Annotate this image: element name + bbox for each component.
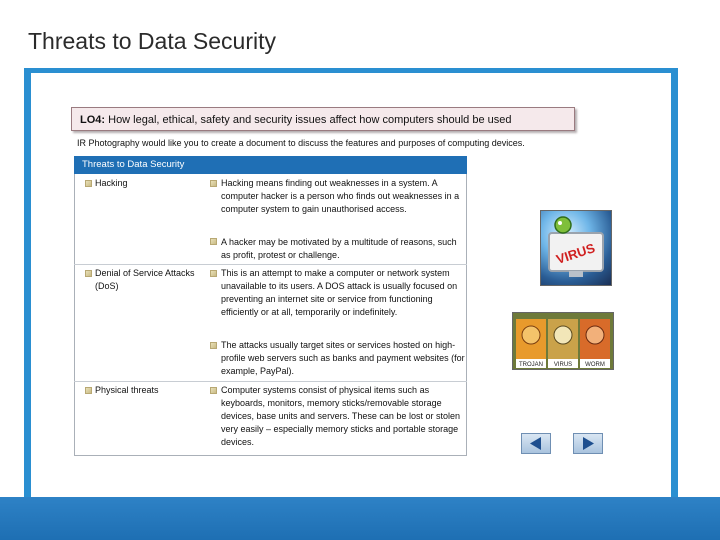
learning-objective-box xyxy=(71,107,575,131)
bullet-icon xyxy=(85,270,92,277)
virus-letters: VIRUS xyxy=(554,240,597,267)
intro-text: IR Photography would like you to create a document to discuss the features and purposes of computing devices. xyxy=(77,138,525,148)
worm-label: WORM xyxy=(585,362,605,368)
topic-dos: Denial of Service Attacks (DoS) xyxy=(95,268,195,291)
topic-physical: Physical threats xyxy=(95,385,159,395)
arrow-left-icon xyxy=(522,434,550,453)
table-header: Threats to Data Security xyxy=(74,156,467,174)
trojan-label: TROJAN xyxy=(519,362,543,368)
malware-graphic-icon xyxy=(513,313,613,369)
previous-button[interactable] xyxy=(521,433,551,454)
detail-hacking-2: A hacker may be motivated by a multitude of reasons, such as profit, protest or challenge. xyxy=(221,237,457,260)
detail-physical-1: Computer systems consist of physical items such as keyboards, monitors, memory sticks/removable storage devices, base units and servers. These can be lost or stolen very easily – especially memory sticks and portable storage devices. xyxy=(221,385,460,447)
footer-bar xyxy=(0,497,720,540)
learning-objective-text: How legal, ethical, safety and security issues affect how computers should be used xyxy=(108,114,512,126)
row-divider xyxy=(74,381,467,382)
detail-hacking-1: Hacking means finding out weaknesses in a system. A computer hacker is a person who finds out weaknesses in a computer system to gain unauthorised access. xyxy=(221,178,460,214)
page-title: Threats to Data Security xyxy=(28,28,276,54)
bullet-icon xyxy=(210,387,217,394)
malware-types-image xyxy=(512,312,614,370)
bullet-icon xyxy=(210,238,217,245)
topic-hacking: Hacking xyxy=(95,178,128,188)
row-divider xyxy=(74,264,467,265)
bullet-icon xyxy=(210,270,217,277)
learning-objective-label: LO4: xyxy=(80,114,106,126)
virus-monitor-image xyxy=(540,210,612,286)
virus-graphic-icon xyxy=(541,211,611,285)
bullet-icon xyxy=(85,180,92,187)
detail-dos-2: The attacks usually target sites or services hosted on high-profile web servers such as banks and payment websites (for example, PayPal). xyxy=(221,340,465,376)
bullet-icon xyxy=(85,387,92,394)
virus-label: VIRUS xyxy=(553,362,573,368)
detail-dos-1: This is an attempt to make a computer or network system unavailable to its users. A DOS attack is usually focused on preventing an internet site or service from functioning efficiently or at all, temporarily or indefinitely. xyxy=(221,268,458,317)
next-button[interactable] xyxy=(573,433,603,454)
arrow-right-icon xyxy=(574,434,602,453)
bullet-icon xyxy=(210,180,217,187)
bullet-icon xyxy=(210,342,217,349)
